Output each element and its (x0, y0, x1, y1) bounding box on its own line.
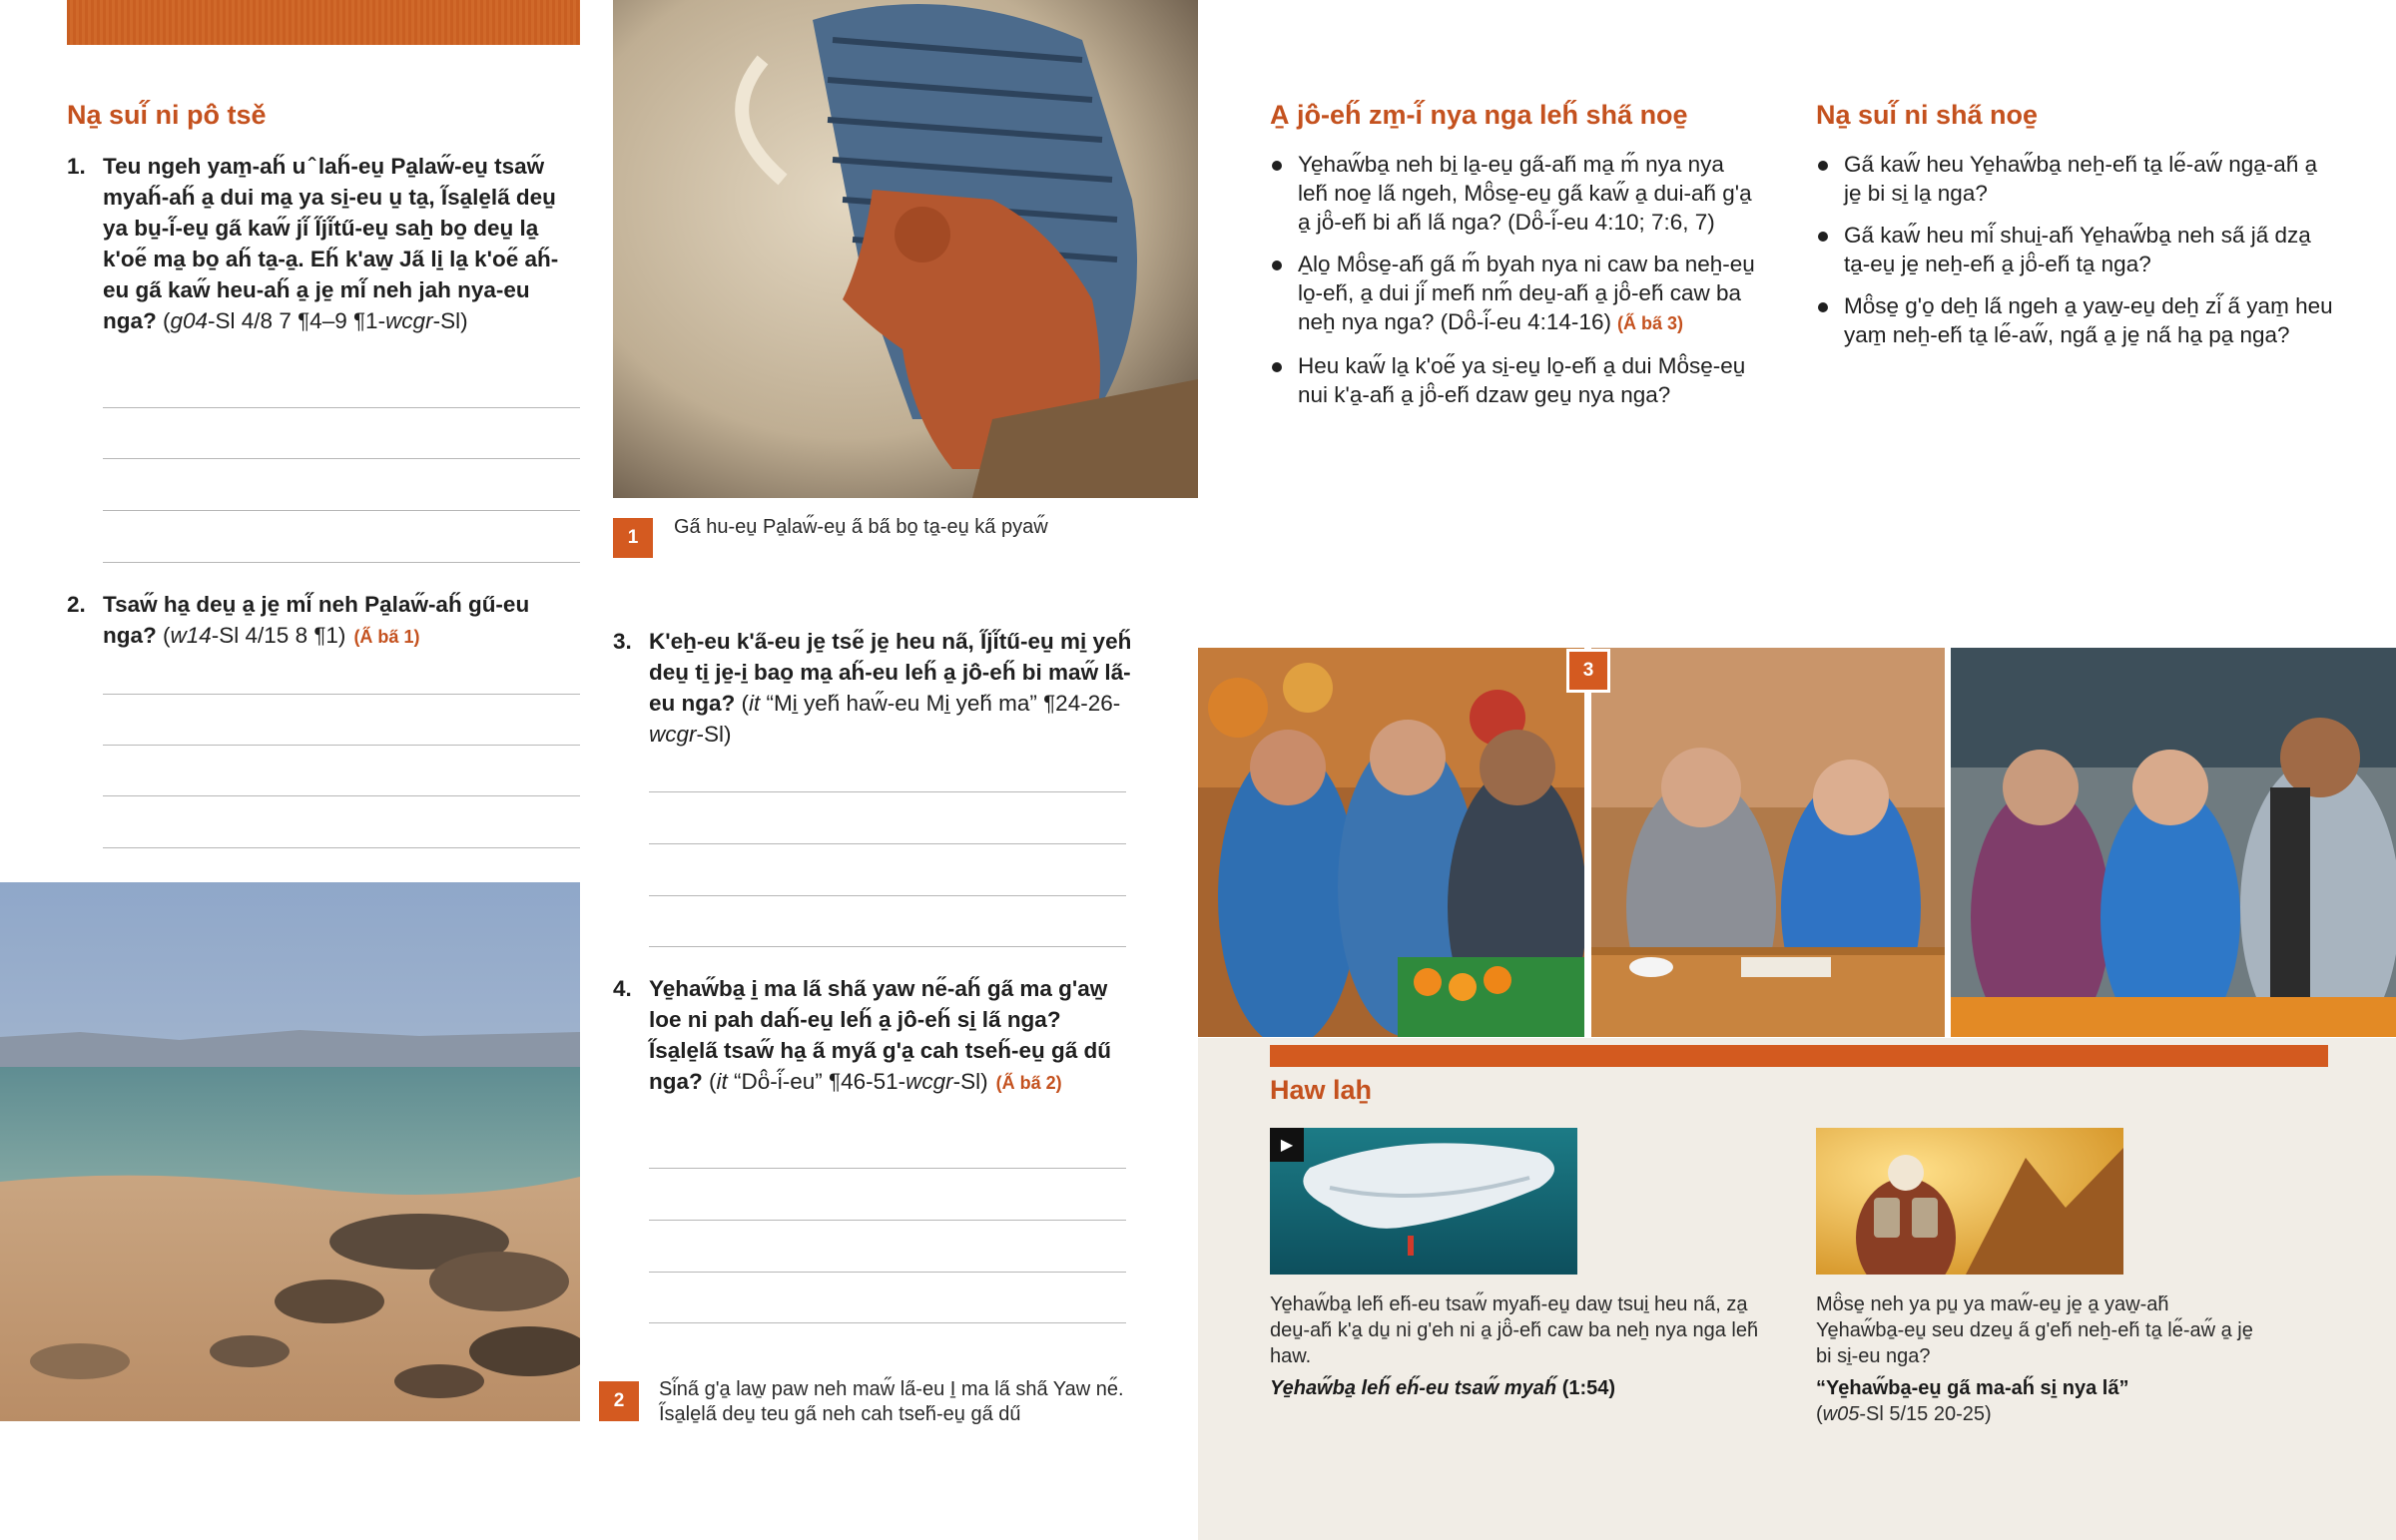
answer-line[interactable] (103, 407, 580, 408)
image-caption-2: Si̋na̋ g'a̱ law̱ paw neh maw̋ la̋-eu I̱ ma la̋ sha̋ Yaw ne̋. I̋sa̱le̱la̋ deu̱ teu ga̋ neh cah tseh̋-eu̱ ga̋ dű (659, 1378, 1124, 1425)
section-heading-reflect: Na̱ sui̋ ni sha̋ noe̱ (1816, 100, 2039, 130)
question-1: 1. Teu ngeh yam̱-ah̋ u ̂ lah̋-eu̱ Pa̱law̋-eu̱ tsaw̋ myah̋-ah̋ a̱ dui ma̱ ya si̱-eu u̱ ta̱, I̋sa̱le̱la̋ deu̱ ya bu̱-i̋-eu̱ ga̋ kaw̋ ji̋ I̋ji̋tű-eu̱ saẖ bo̱ deu̱ la̱ k'oe̋ ma̱ bo̱ ah̋ ta̱-a̱. Eh̋ k'aw̱ Ja̋ li̱ la̱ k'oe̋ ah̋-eu ga̋ kaw̋ heu-ah̋ a̱ je̱ mi̋ neh jah nya-eu nga? (g04-Sl 4/8 7 ¶4–9 ¶1-wcgr-Sl) (67, 151, 581, 336)
orange-texture-banner (67, 0, 580, 45)
image-badge-1: 1 (613, 518, 653, 558)
answer-line[interactable] (103, 745, 580, 746)
question-1-number: 1. (67, 154, 86, 179)
play-icon[interactable]: ▶ (1270, 1128, 1304, 1162)
question-4-text: Ye̱haw̋ba̱ i̱ ma la̋ sha̋ yaw ne̋-ah̋ ga̋ ma g'aw̱ loe ni pah dah̋-eu̱ leh̋ a̱ jö̂-eh̋ si̱ la̋ nga? I̋sa̱le̱la̋ tsaw̋ ha̱ a̋ mya̋ g'a̱ cah tseh̋-eu̱ ga̋ dű nga? (649, 976, 1112, 1094)
image-badge-3: 3 (1566, 649, 1610, 693)
question-4: 4. Ye̱haw̋ba̱ i̱ ma la̋ sha̋ yaw ne̋-ah̋ ga̋ ma g'aw̱ loe ni pah dah̋-eu̱ leh̋ a̱ jö̂-eh̋ si̱ la̋ nga? I̋sa̱le̱la̋ tsaw̋ ha̱ a̋ mya̋ g'a̱ cah tseh̋-eu̱ ga̋ dű nga? (it “Dö̂-i̋-eu” ¶46-51-wcgr-Sl) (A̋ ba̋ 2) (613, 973, 1132, 1099)
media-panel (1198, 1038, 2396, 1540)
answer-line[interactable] (103, 458, 580, 459)
question-2-number: 2. (67, 592, 86, 617)
answer-line[interactable] (649, 1322, 1126, 1323)
bullet-list-learn (1270, 150, 1759, 422)
image-caption-1: Ga̋ hu-eu̱ Pa̱law̋-eu̱ a̋ ba̋ bo̱ ta̱-eu̱ ka̋ pyaw̋ (674, 516, 1048, 538)
market-photo-1 (1198, 648, 1584, 1037)
media-1-link[interactable] (1270, 1375, 1789, 1401)
panel-heading: Haw laẖ (1270, 1075, 1373, 1105)
pharaoh-relief-photo (613, 0, 1198, 498)
media-2-title[interactable]: “Ye̱haw̋ba̱-eu̱ ga̋ ma-ah̋ si̱ nya la̋” (1816, 1377, 2129, 1399)
answer-line[interactable] (649, 1272, 1126, 1273)
bullet-list-reflect (1816, 150, 2335, 362)
answer-line[interactable] (649, 895, 1126, 896)
video-thumbnail-whale[interactable] (1270, 1128, 1577, 1275)
sea-shore-photo (0, 882, 580, 1421)
answer-line[interactable] (103, 847, 580, 848)
answer-line[interactable] (103, 510, 580, 511)
bullet-item: A̱lo̱ Mö̂se̱-ah̋ ga̋ m̋ byah nya ni caw ba neẖ-eu̱ lo̱-eh̋, a̱ dui ji̋ meh̋ nm̋ deu̱-ah̋ a̱ jö̂-eh̋ caw ba neẖ nya nga? (Dö̂-i̋-eu 4:14-16) (A̋ ba̋ 3) (1270, 250, 1759, 338)
section-heading-intro: Na̱ sui̋ ni pö̂ tsě (67, 100, 267, 130)
panel-accent-bar (1270, 1045, 2328, 1067)
answer-line[interactable] (649, 946, 1126, 947)
market-photo-3 (1951, 648, 2396, 1037)
media-2-description: Mö̂se̱ neh ya pu̱ ya maw̋-eu̱ je̱ a̱ yaw̱-ah̋ Ye̱haw̋ba̱-eu̱ seu dzeu̱ a̋ g'eh̋ neẖ-eh̋ ta̱ le̋-aw̋ a̱ je̱ bi si̱-eu nga? (1816, 1293, 2253, 1367)
section-heading-learn: A̱ jö̂-eh̋ zm̱-i̋ nya nga leh̋ sha̋ noe̱ (1270, 100, 1688, 130)
question-2: 2. Tsaw̋ ha̱ deu̱ a̱ je̱ mi̋ neh Pa̱law̋-ah̋ gű-eu nga? (w14-Sl 4/15 8 ¶1) (A̋ ba̋ 1) (67, 589, 581, 653)
answer-line[interactable] (649, 843, 1126, 844)
question-3-number: 3. (613, 629, 632, 654)
answer-line[interactable] (649, 791, 1126, 792)
article-thumbnail-moses[interactable] (1816, 1128, 2123, 1275)
question-3-text: K'eẖ-eu k'a̋-eu je̱ tse̋ je̱ heu na̋, I̋ji̋tű-eu̱ mi̱ yeh̋ deu̱ ti̱ je̱-i̱ bao̱ ma̱ ah̋-eu leh̋ a̱ jö̂-eh̋ bi maw̋ la̋-eu nga? (649, 629, 1132, 716)
answer-line[interactable] (649, 1168, 1126, 1169)
media-1-description: Ye̱haw̋ba̱ leh̋ eh̋-eu tsaw̋ myah̋-eu̱ daw̱ tsui̱ heu na̋, za̱ deu̱-ah̋ k'a̱ du̱ ni g'eh ni a̱ jö̂-eh̋ caw ba neẖ nya nga leh̋ haw. (1270, 1293, 1759, 1367)
question-3: 3. K'eẖ-eu k'a̋-eu je̱ tse̋ je̱ heu na̋, I̋ji̋tű-eu̱ mi̱ yeh̋ deu̱ ti̱ je̱-i̱ bao̱ ma̱ ah̋-eu leh̋ a̱ jö̂-eh̋ bi maw̋ la̋-eu nga? (it “Mi̱ yeh̋ haw̋-eu Mi̱ yeh̋ ma” ¶24-26-wcgr-Sl) (613, 626, 1132, 750)
box-reference-2[interactable]: (A̋ ba̋ 2) (995, 1073, 1062, 1093)
market-photo-2 (1591, 648, 1945, 1037)
media-2-reference: (w05-Sl 5/15 20-25) (1816, 1403, 1992, 1425)
bullet-item: Ga̋ kaw̋ heu Ye̱haw̋ba̱ neẖ-eh̋ ta̱ le̋-aw̋ nga̱-ah̋ a̱ je̱ bi si̱ la̱ nga? (1816, 150, 2335, 208)
bullet-item: Mö̂se̱ g'o̱ deẖ la̋ ngeh a̱ yaw̱-eu̱ deẖ zi̋ a̋ yam̱ heu yam̱ neẖ-eh̋ ta̱ le̋-aw̋, nga̋ a̱ je̱ na̋ ha̱ pa̱ nga? (1816, 291, 2335, 349)
media-1-duration: (1:54) (1556, 1377, 1616, 1399)
question-1-text: Teu ngeh yam̱-ah̋ u ̂ lah̋-eu̱ Pa̱law̋-eu̱ tsaw̋ myah̋-ah̋ a̱ dui ma̱ ya si̱-eu u̱ ta̱, I̋sa̱le̱la̋ deu̱ ya bu̱-i̋-eu̱ ga̋ kaw̋ ji̋ I̋ji̋tű-eu̱ saẖ bo̱ deu̱ la̱ k'oe̋ ma̱ bo̱ ah̋ ta̱-a̱. Eh̋ k'aw̱ Ja̋ li̱ la̱ k'oe̋ ah̋-eu ga̋ kaw̋ heu-ah̋ a̱ je̱ mi̋ neh jah nya-eu nga? (103, 154, 559, 333)
bullet-item: Heu kaw̋ la̱ k'oe̋ ya si̱-eu̱ lo̱-eh̋ a̱ dui Mö̂se̱-eu̱ nui k'a̱-ah̋ a̱ jö̂-eh̋ dzaw geu̱ nya nga? (1270, 351, 1759, 409)
question-2-text: Tsaw̋ ha̱ deu̱ a̱ je̱ mi̋ neh Pa̱law̋-ah̋ gű-eu nga? (103, 592, 530, 648)
question-1-ref-pub: g04 (170, 308, 209, 333)
answer-line[interactable] (649, 1220, 1126, 1221)
image-badge-2: 2 (599, 1381, 639, 1421)
box-reference-1[interactable]: (A̋ ba̋ 1) (353, 627, 420, 647)
answer-line[interactable] (103, 795, 580, 796)
bullet-item: Ga̋ kaw̋ heu mi̋ shui̱-ah̋ Ye̱haw̋ba̱ neh sa̋ ja̋ dza̱ ta̱-eu̱ je̱ neẖ-eh̋ a̱ jö̂-eh̋ ta̱ nga? (1816, 221, 2335, 278)
answer-line[interactable] (103, 562, 580, 563)
media-1-title[interactable]: Ye̱haw̋ba̱ leh̋ eh̋-eu tsaw̋ myah̋ (1270, 1377, 1557, 1399)
answer-line[interactable] (103, 694, 580, 695)
bullet-item: Ye̱haw̋ba̱ neh bi̱ la̱-eu̱ ga̋-ah̋ ma̱ m̋ nya nya leh̋ noe̱ la̋ ngeh, Mö̂se̱-eu̱ ga̋ kaw̋ a̱ dui-ah̋ g'a̱ a̱ jö̂-eh̋ bi ah̋ la̋ nga? (Dö̂-i̋-eu 4:10; 7:6, 7) (1270, 150, 1759, 237)
box-reference-3[interactable]: (A̋ ba̋ 3) (1616, 313, 1683, 333)
question-4-number: 4. (613, 976, 632, 1001)
